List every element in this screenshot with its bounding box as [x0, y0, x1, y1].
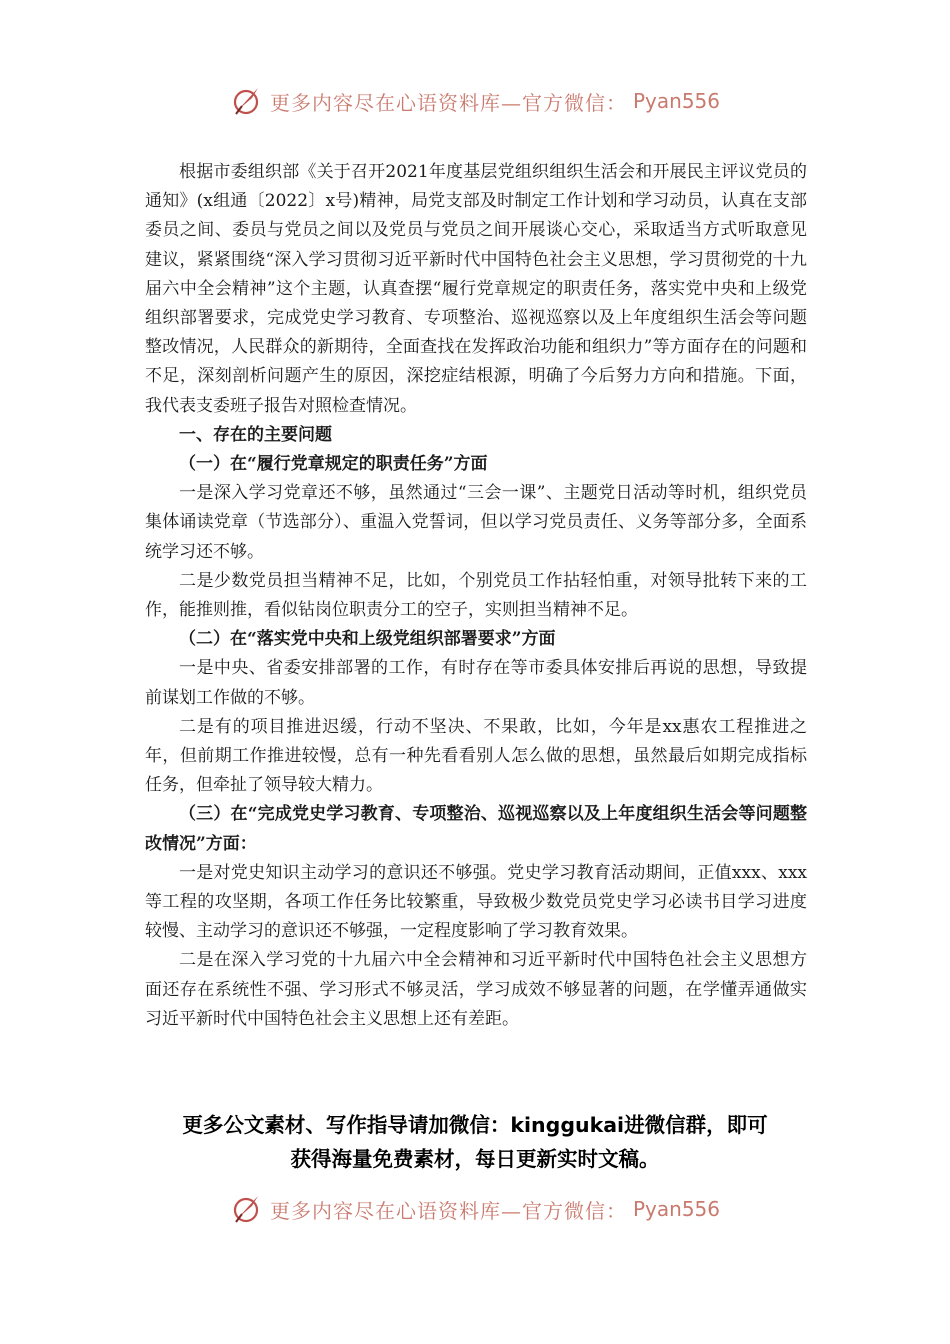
- watermark-text: 更多内容尽在心语资料库—官方微信：: [269, 1198, 627, 1223]
- watermark-code: Pyan556: [632, 89, 720, 113]
- watermark-text: 更多内容尽在心语资料库—官方微信：: [269, 90, 627, 115]
- subsection-heading-1: （一）在“履行党章规定的职责任务”方面: [179, 454, 488, 475]
- paragraph: 二是有的项目推进迟缓，行动不坚决、不果敢，比如，今年是xx惠农工程推进之年，但前期工作推进较慢，总有一种先看看别人怎么做的思想，虽然最后如期完成指标任务，但牵扯了领导较大精力。: [145, 716, 807, 796]
- quill-logo-icon: [230, 84, 264, 118]
- document-body: [145, 158, 807, 1034]
- paragraph: 二是少数党员担当精神不足，比如，个别党员工作拈轻怕重，对领导批转下来的工作，能推则推，看似钻岗位职责分工的空子，实则担当精神不足。: [145, 570, 807, 621]
- section-heading: 一、存在的主要问题: [179, 424, 332, 445]
- intro-paragraph: 根据市委组织部《关于召开2021年度基层党组织组织生活会和开展民主评议党员的通知》(x组通〔2022〕x号)精神，局党支部及时制定工作计划和学习动员，认真在支部委员之间、委员与党员之间以及党员与党员之间开展谈心交心，采取适当方式听取意见建议，紧紧围绕“深入学习贯彻习近平新时代中国特色社会主义思想，学习贯彻党的十九届六中全会精神”这个主题，认真查摆“履行党章规定的职责任务，落实党中央和上级党组织部署要求，完成党史学习教育、专项整治、巡视巡察以及上年度组织生活会等问题整改情况，人民群众的新期待，全面查找在发挥政治功能和组织力”等方面存在的问题和不足，深刻剖析问题产生的原因，深挖症结根源，明确了今后努力方向和措施。下面，我代表支委班子报告对照检查情况。: [145, 162, 807, 416]
- paragraph: 一是对党史知识主动学习的意识还不够强。党史学习教育活动期间，正值xxx、xxx等工程的攻坚期，各项工作任务比较繁重，导致极少数党员党史学习必读书目学习进度较慢、主动学习的意识还不够强，一定程度影响了学习教育效果。: [145, 862, 807, 942]
- watermark-code: Pyan556: [632, 1197, 720, 1221]
- watermark-header: [0, 84, 950, 118]
- subsection-heading-2: （二）在“落实党中央和上级党组织部署要求”方面: [179, 629, 556, 650]
- paragraph: 一是中央、省委安排部署的工作，有时存在等市委具体安排后再说的思想，导致提前谋划工作做的不够。: [145, 658, 807, 708]
- subsection-heading-3: （三）在“完成党史学习教育、专项整治、巡视巡察以及上年度组织生活会等问题整改情况”方面：: [145, 804, 807, 854]
- paragraph: 一是深入学习党章还不够，虽然通过“三会一课”、主题党日活动等时机，组织党员集体诵读党章（节选部分）、重温入党誓词，但以学习党员责任、义务等部分多，全面系统学习还不够。: [145, 483, 807, 562]
- promo-banner: [130, 1108, 820, 1176]
- quill-logo-icon: [230, 1192, 264, 1226]
- watermark-footer: [0, 1192, 950, 1226]
- promo-line-1: 更多公文素材、写作指导请加微信：kinggukai进微信群，即可: [182, 1113, 768, 1137]
- promo-line-2: 获得海量免费素材，每日更新实时文稿。: [290, 1147, 660, 1171]
- paragraph: 二是在深入学习党的十九届六中全会精神和习近平新时代中国特色社会主义思想方面还存在系统性不强、学习形式不够灵活，学习成效不够显著的问题，在学懂弄通做实习近平新时代中国特色社会主义思想上还有差距。: [145, 950, 807, 1029]
